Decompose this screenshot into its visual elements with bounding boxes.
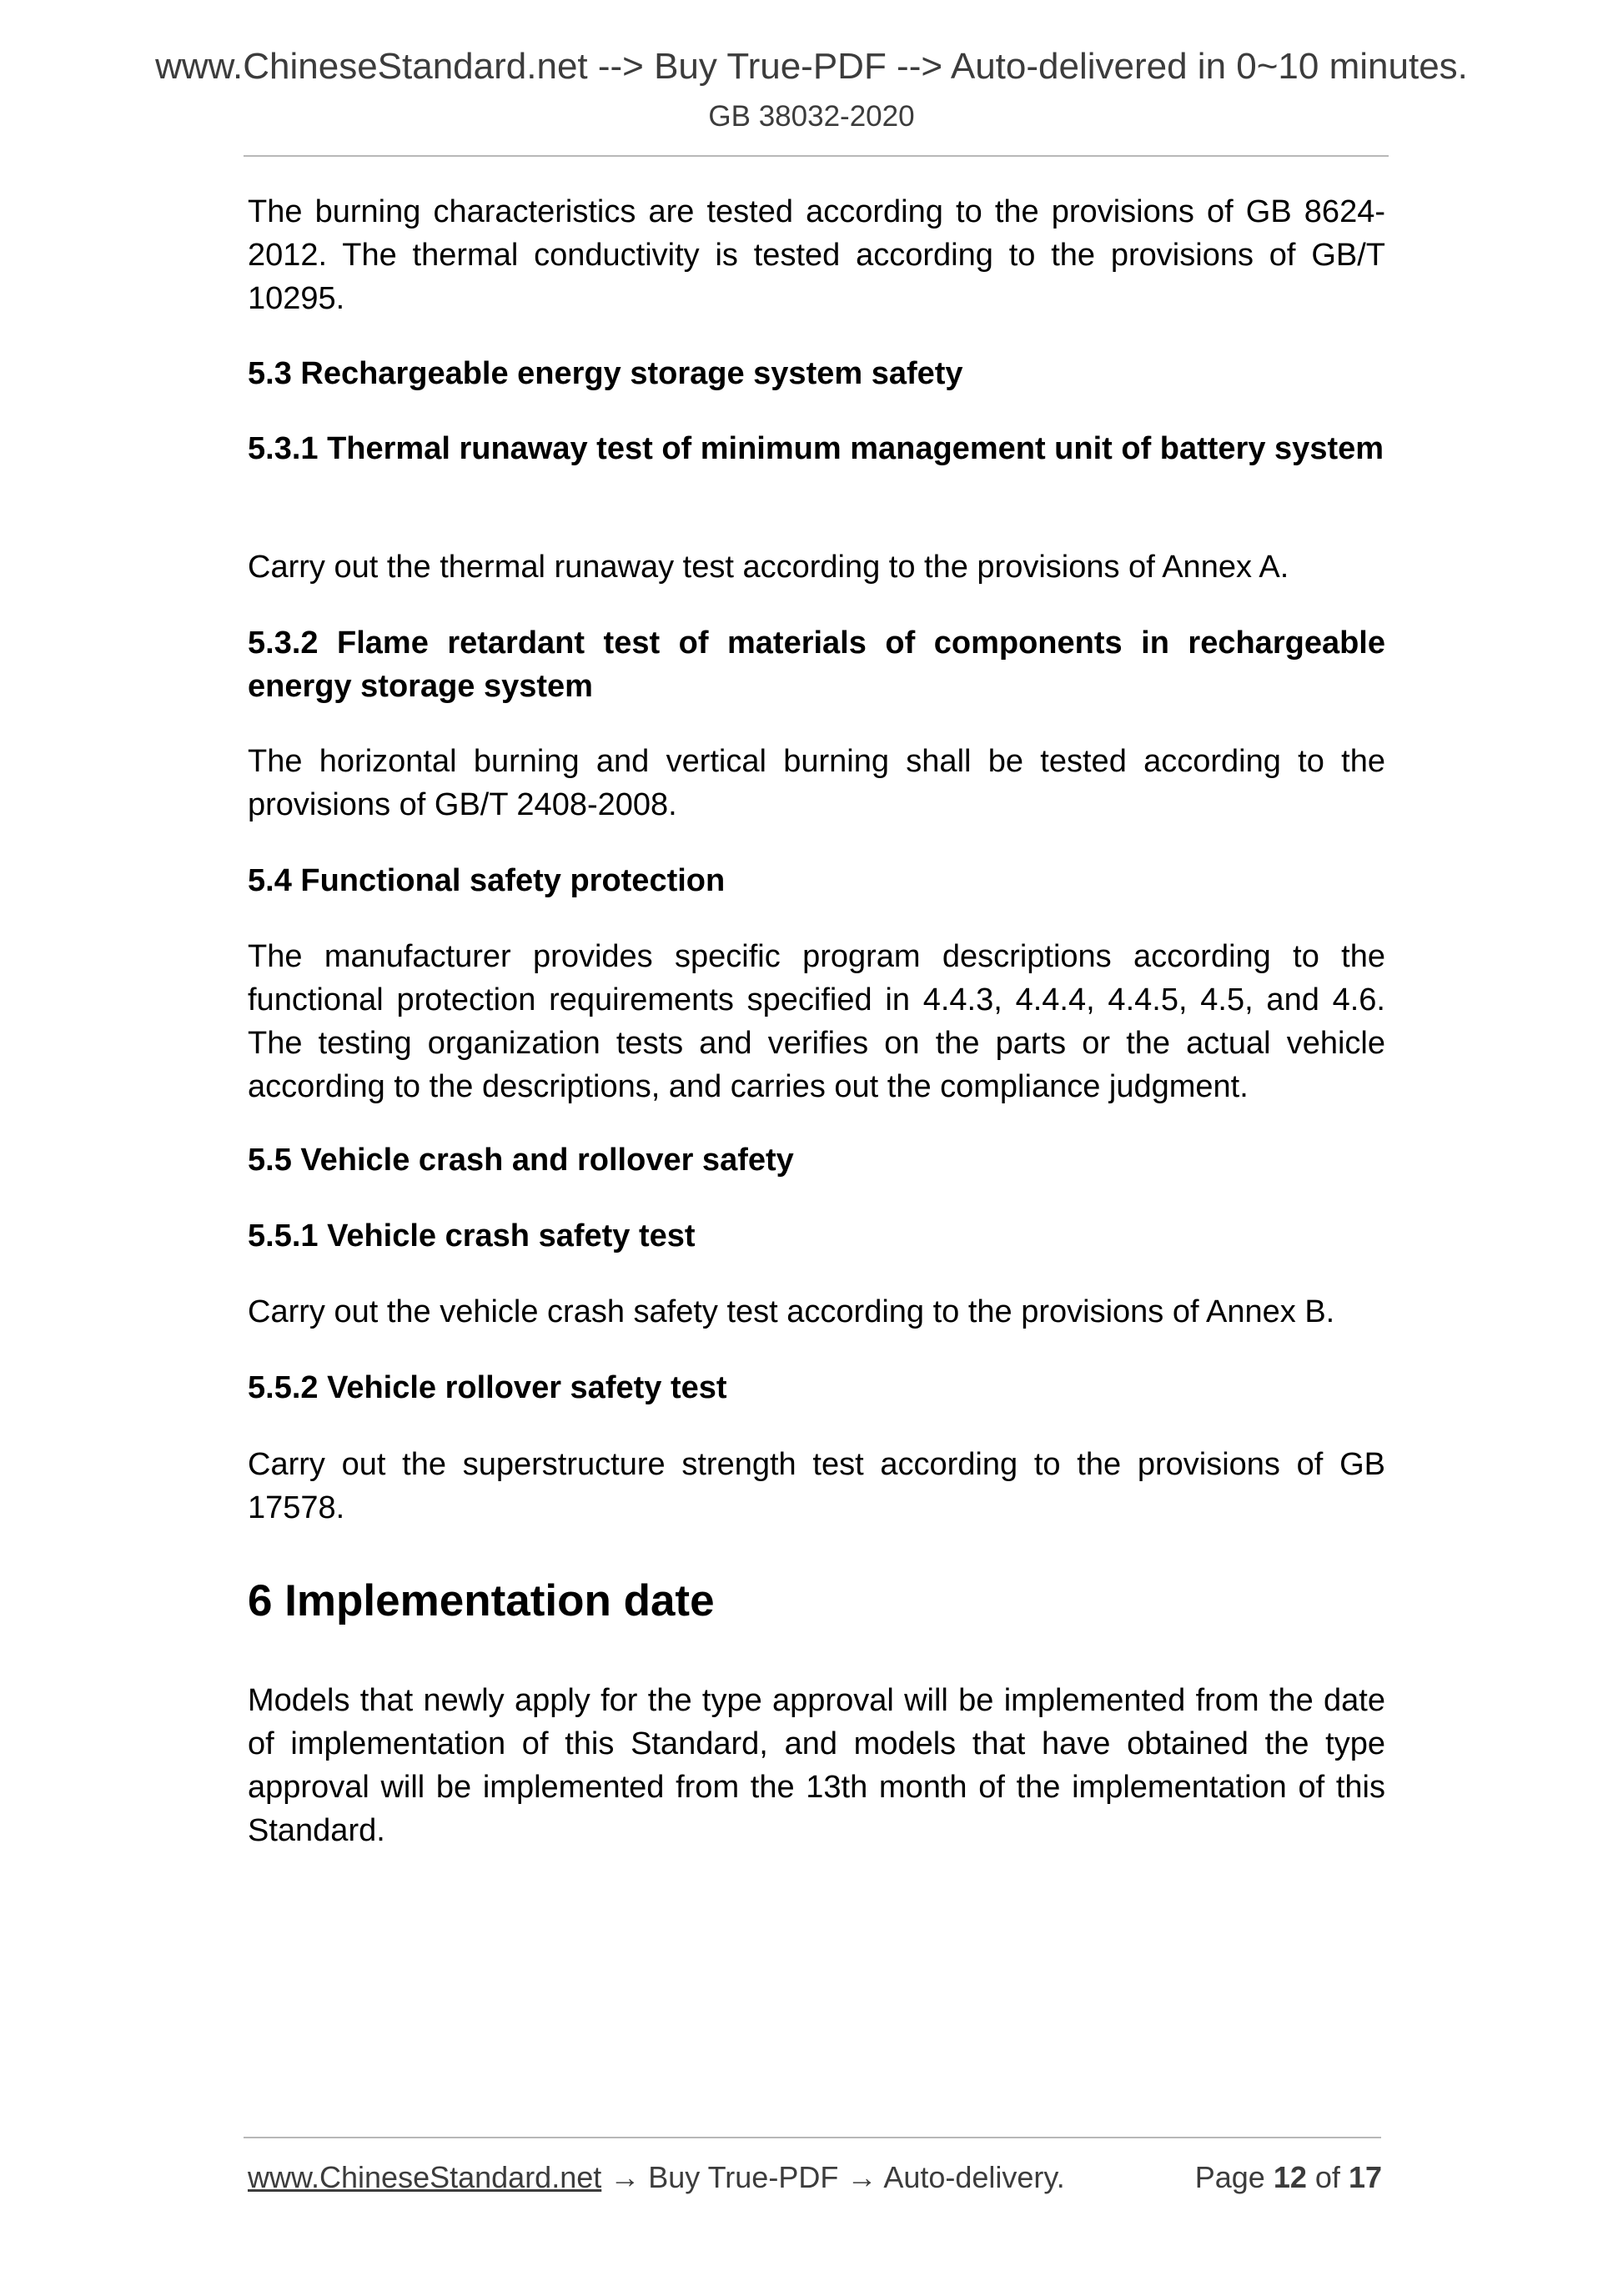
paragraph-5-4: The manufacturer provides specific program descriptions according to the functional protection requirements specified in 4.4.3, 4.4.4, 4.4.5, 4.5, and 4.6. The testing organization tests and verifies on the parts or the actual vehicle according to the descriptions, and carries out the compliance judgment. — [248, 939, 1385, 1104]
heading-5-5-2: 5.5.2 Vehicle rollover safety test — [248, 1370, 727, 1405]
page-current: 12 — [1273, 2160, 1307, 2194]
paragraph-5-3-2: The horizontal burning and vertical burning shall be tested according to the provisions of GB/T 2408-2008. — [248, 744, 1385, 822]
paragraph-5-5-1: Carry out the vehicle crash safety test according to the provisions of Annex B. — [248, 1294, 1335, 1329]
heading-5-4: 5.4 Functional safety protection — [248, 863, 726, 898]
header-divider — [244, 155, 1389, 157]
heading-5-5-1: 5.5.1 Vehicle crash safety test — [248, 1218, 696, 1254]
standard-code: GB 38032-2020 — [708, 100, 915, 133]
chapter-6-heading: 6 Implementation date — [248, 1576, 715, 1625]
page-label: Page — [1194, 2160, 1265, 2194]
page-footer — [248, 2157, 1382, 2198]
page-number — [1195, 2157, 1382, 2198]
heading-5-3-2: 5.3.2 Flame retardant test of materials of components in rechargeable energy storage system — [248, 625, 1385, 704]
footer-buy-text: → Buy True-PDF → Auto-delivery. — [601, 2160, 1065, 2194]
heading-5-3: 5.3 Rechargeable energy storage system safety — [248, 356, 963, 391]
site-banner: www.ChineseStandard.net --> Buy True-PDF --> Auto-delivered in 0~10 minutes. — [155, 46, 1468, 87]
heading-5-3-1: 5.3.1 Thermal runaway test of minimum management unit of battery system — [248, 431, 1384, 466]
footer-divider — [244, 2137, 1381, 2138]
paragraph-5-5-2: Carry out the superstructure strength test according to the provisions of GB 17578. — [248, 1447, 1385, 1525]
paragraph-6: Models that newly apply for the type approval will be implemented from the date of implementation of this Standard, and models that have obtained the type approval will be implemented from the 13th month of the implementation of this Standard. — [248, 1683, 1385, 1848]
paragraph-5-3-1: Carry out the thermal runaway test according to the provisions of Annex A. — [248, 550, 1289, 585]
page-total: 17 — [1348, 2160, 1382, 2194]
footer-promo — [248, 2157, 1065, 2198]
paragraph-burning-characteristics: The burning characteristics are tested according to the provisions of GB 8624-2012. The thermal conductivity is tested according to the provisions of GB/T 10295. — [248, 194, 1385, 316]
of-label: of — [1314, 2160, 1340, 2194]
footer-site-link[interactable]: www.ChineseStandard.net — [248, 2160, 602, 2194]
heading-5-5: 5.5 Vehicle crash and rollover safety — [248, 1143, 794, 1178]
